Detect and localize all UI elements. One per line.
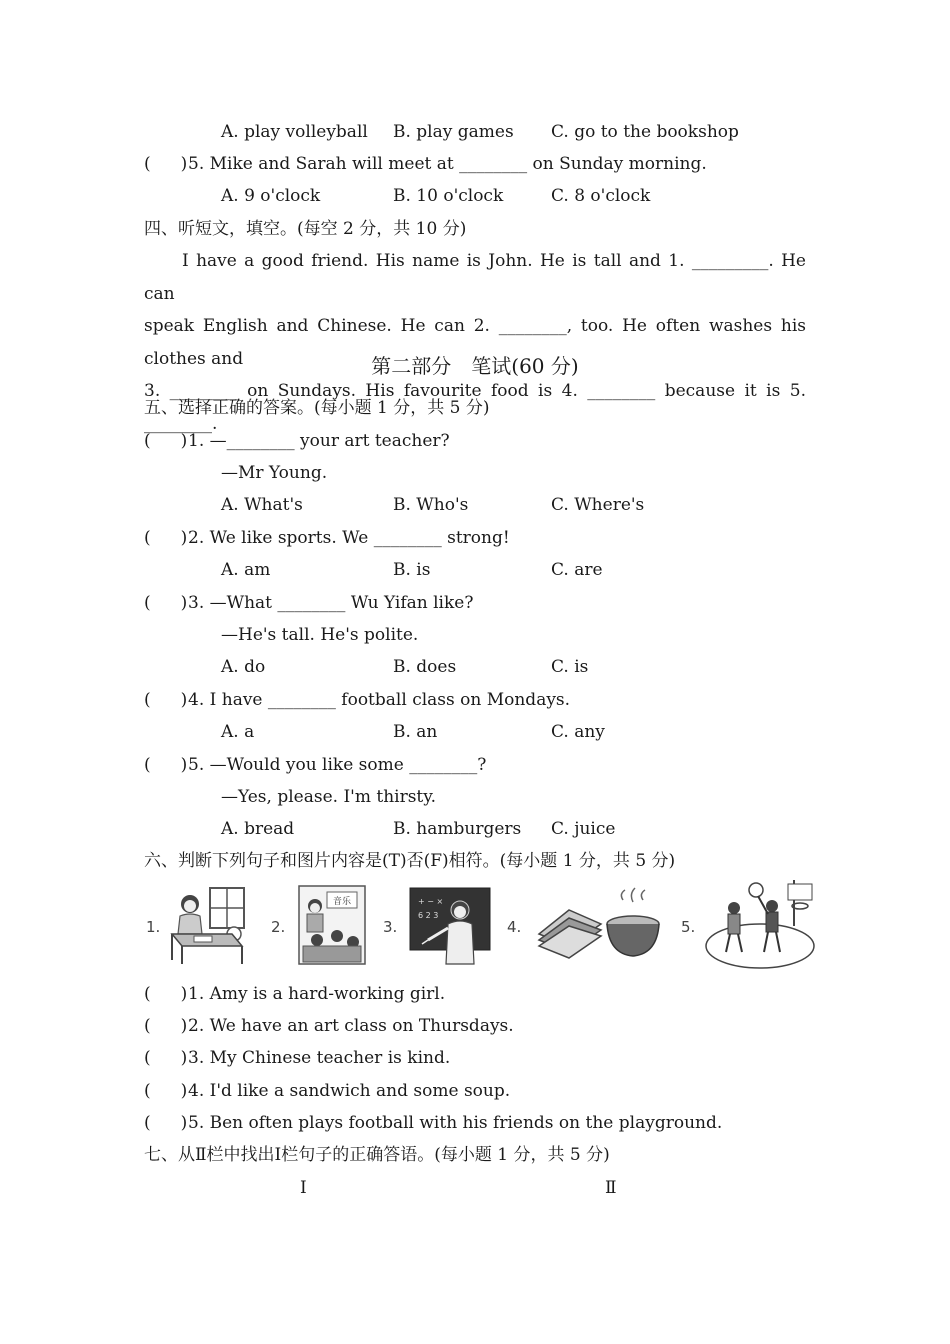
answer-bracket[interactable]: ( ) [144,1113,188,1133]
q2-option-b: B. is [393,560,431,580]
passage-line: I have a good friend. His name is John. He is tall and 1. _________. He can [144,251,806,304]
answer-bracket[interactable]: ( ) [144,1016,188,1036]
q4-option-c: C. go to the bookshop [551,122,739,142]
pic-label-1: 1. [146,918,161,936]
pic-label-5: 5. [681,918,696,936]
q1-option-b: B. Who's [393,495,469,515]
q1-option-a: A. What's [221,495,303,515]
tf-q3: ( )3. My Chinese teacher is kind. [144,1048,451,1068]
pic-label-2: 2. [271,918,286,936]
q4b-option-a: A. a [221,722,255,742]
pic-label-3: 3. [383,918,398,936]
answer-bracket[interactable]: ( ) [144,1081,188,1101]
q5b-option-a: A. bread [221,819,295,839]
tf-q4: ( )4. I'd like a sandwich and some soup. [144,1081,511,1101]
q4-option-b: B. play games [393,122,514,142]
answer-bracket[interactable]: ( ) [144,593,188,613]
column-2-header: Ⅱ [605,1178,617,1198]
music-class-picture [297,884,367,966]
basketball-playground-picture [704,876,820,972]
q1-option-c: C. Where's [551,495,645,515]
passage-line: 3. ________ on Sundays. His favourite food is 4. ________ because it is 5. ________. [144,381,806,434]
q3-option-b: B. does [393,657,457,677]
answer-bracket[interactable]: ( ) [144,690,188,710]
section4-heading: 四、听短文，填空。(每空 2 分，共 10 分) [144,219,467,239]
q4b-option-c: C. any [551,722,605,742]
q4b-option-b: B. an [393,722,438,742]
q5b-reply: —Yes, please. I'm thirsty. [221,787,437,807]
q5-option-c: C. 8 o'clock [551,186,651,206]
section6-heading: 六、判断下列句子和图片内容是(T)否(F)相符。(每小题 1 分，共 5 分) [144,851,676,871]
q5b-option-b: B. hamburgers [393,819,522,839]
passage-line: speak English and Chinese. He can 2. ________, too. He often washes his clothes and [144,316,806,369]
q3-option-c: C. is [551,657,589,677]
q4-option-a: A. play volleyball [221,122,368,142]
choice-q2: ( )2. We like sports. We ________ strong! [144,528,510,548]
answer-bracket[interactable]: ( ) [144,154,188,174]
svg-text:+ − ×: + − × [418,897,444,906]
tf-q2: ( )2. We have an art class on Thursdays. [144,1016,514,1036]
q1-reply: —Mr Young. [221,463,328,483]
sandwich-and-soup-picture [535,884,661,966]
answer-bracket[interactable]: ( ) [144,431,188,451]
choice-q5: ( )5. —Would you like some ________? [144,755,487,775]
teacher-at-blackboard-picture [408,884,492,966]
tf-q1: ( )1. Amy is a hard‐working girl. [144,984,446,1004]
answer-bracket[interactable]: ( ) [144,528,188,548]
tf-q5: ( )5. Ben often plays football with his friends on the playground. [144,1113,723,1133]
svg-text:6 2 3: 6 2 3 [418,911,439,920]
q5b-option-c: C. juice [551,819,616,839]
choice-q1: ( )1. —________ your art teacher? [144,431,450,451]
q5-option-a: A. 9 o'clock [221,186,321,206]
section7-heading: 七、从Ⅱ栏中找出Ⅰ栏句子的正确答语。(每小题 1 分，共 5 分) [144,1145,610,1165]
q2-option-a: A. am [221,560,271,580]
answer-bracket[interactable]: ( ) [144,984,188,1004]
girl-studying-picture [168,884,250,966]
listening-q5: ( )5. Mike and Sarah will meet at ________ on Sunday morning. [144,154,707,174]
board-label: 音乐 [332,897,352,907]
choice-q3: ( )3. —What ________ Wu Yifan like? [144,593,474,613]
part2-title: 第二部分 笔试(60 分) [371,354,579,378]
section5-heading: 五、选择正确的答案。(每小题 1 分，共 5 分) [144,398,490,418]
q2-option-c: C. are [551,560,603,580]
q3-option-a: A. do [221,657,266,677]
answer-bracket[interactable]: ( ) [144,755,188,775]
q5-option-b: B. 10 o'clock [393,186,504,206]
answer-bracket[interactable]: ( ) [144,1048,188,1068]
q3-reply: —He's tall. He's polite. [221,625,419,645]
column-1-header: Ⅰ [300,1178,307,1198]
choice-q4: ( )4. I have ________ football class on Mondays. [144,690,571,710]
pic-label-4: 4. [507,918,522,936]
